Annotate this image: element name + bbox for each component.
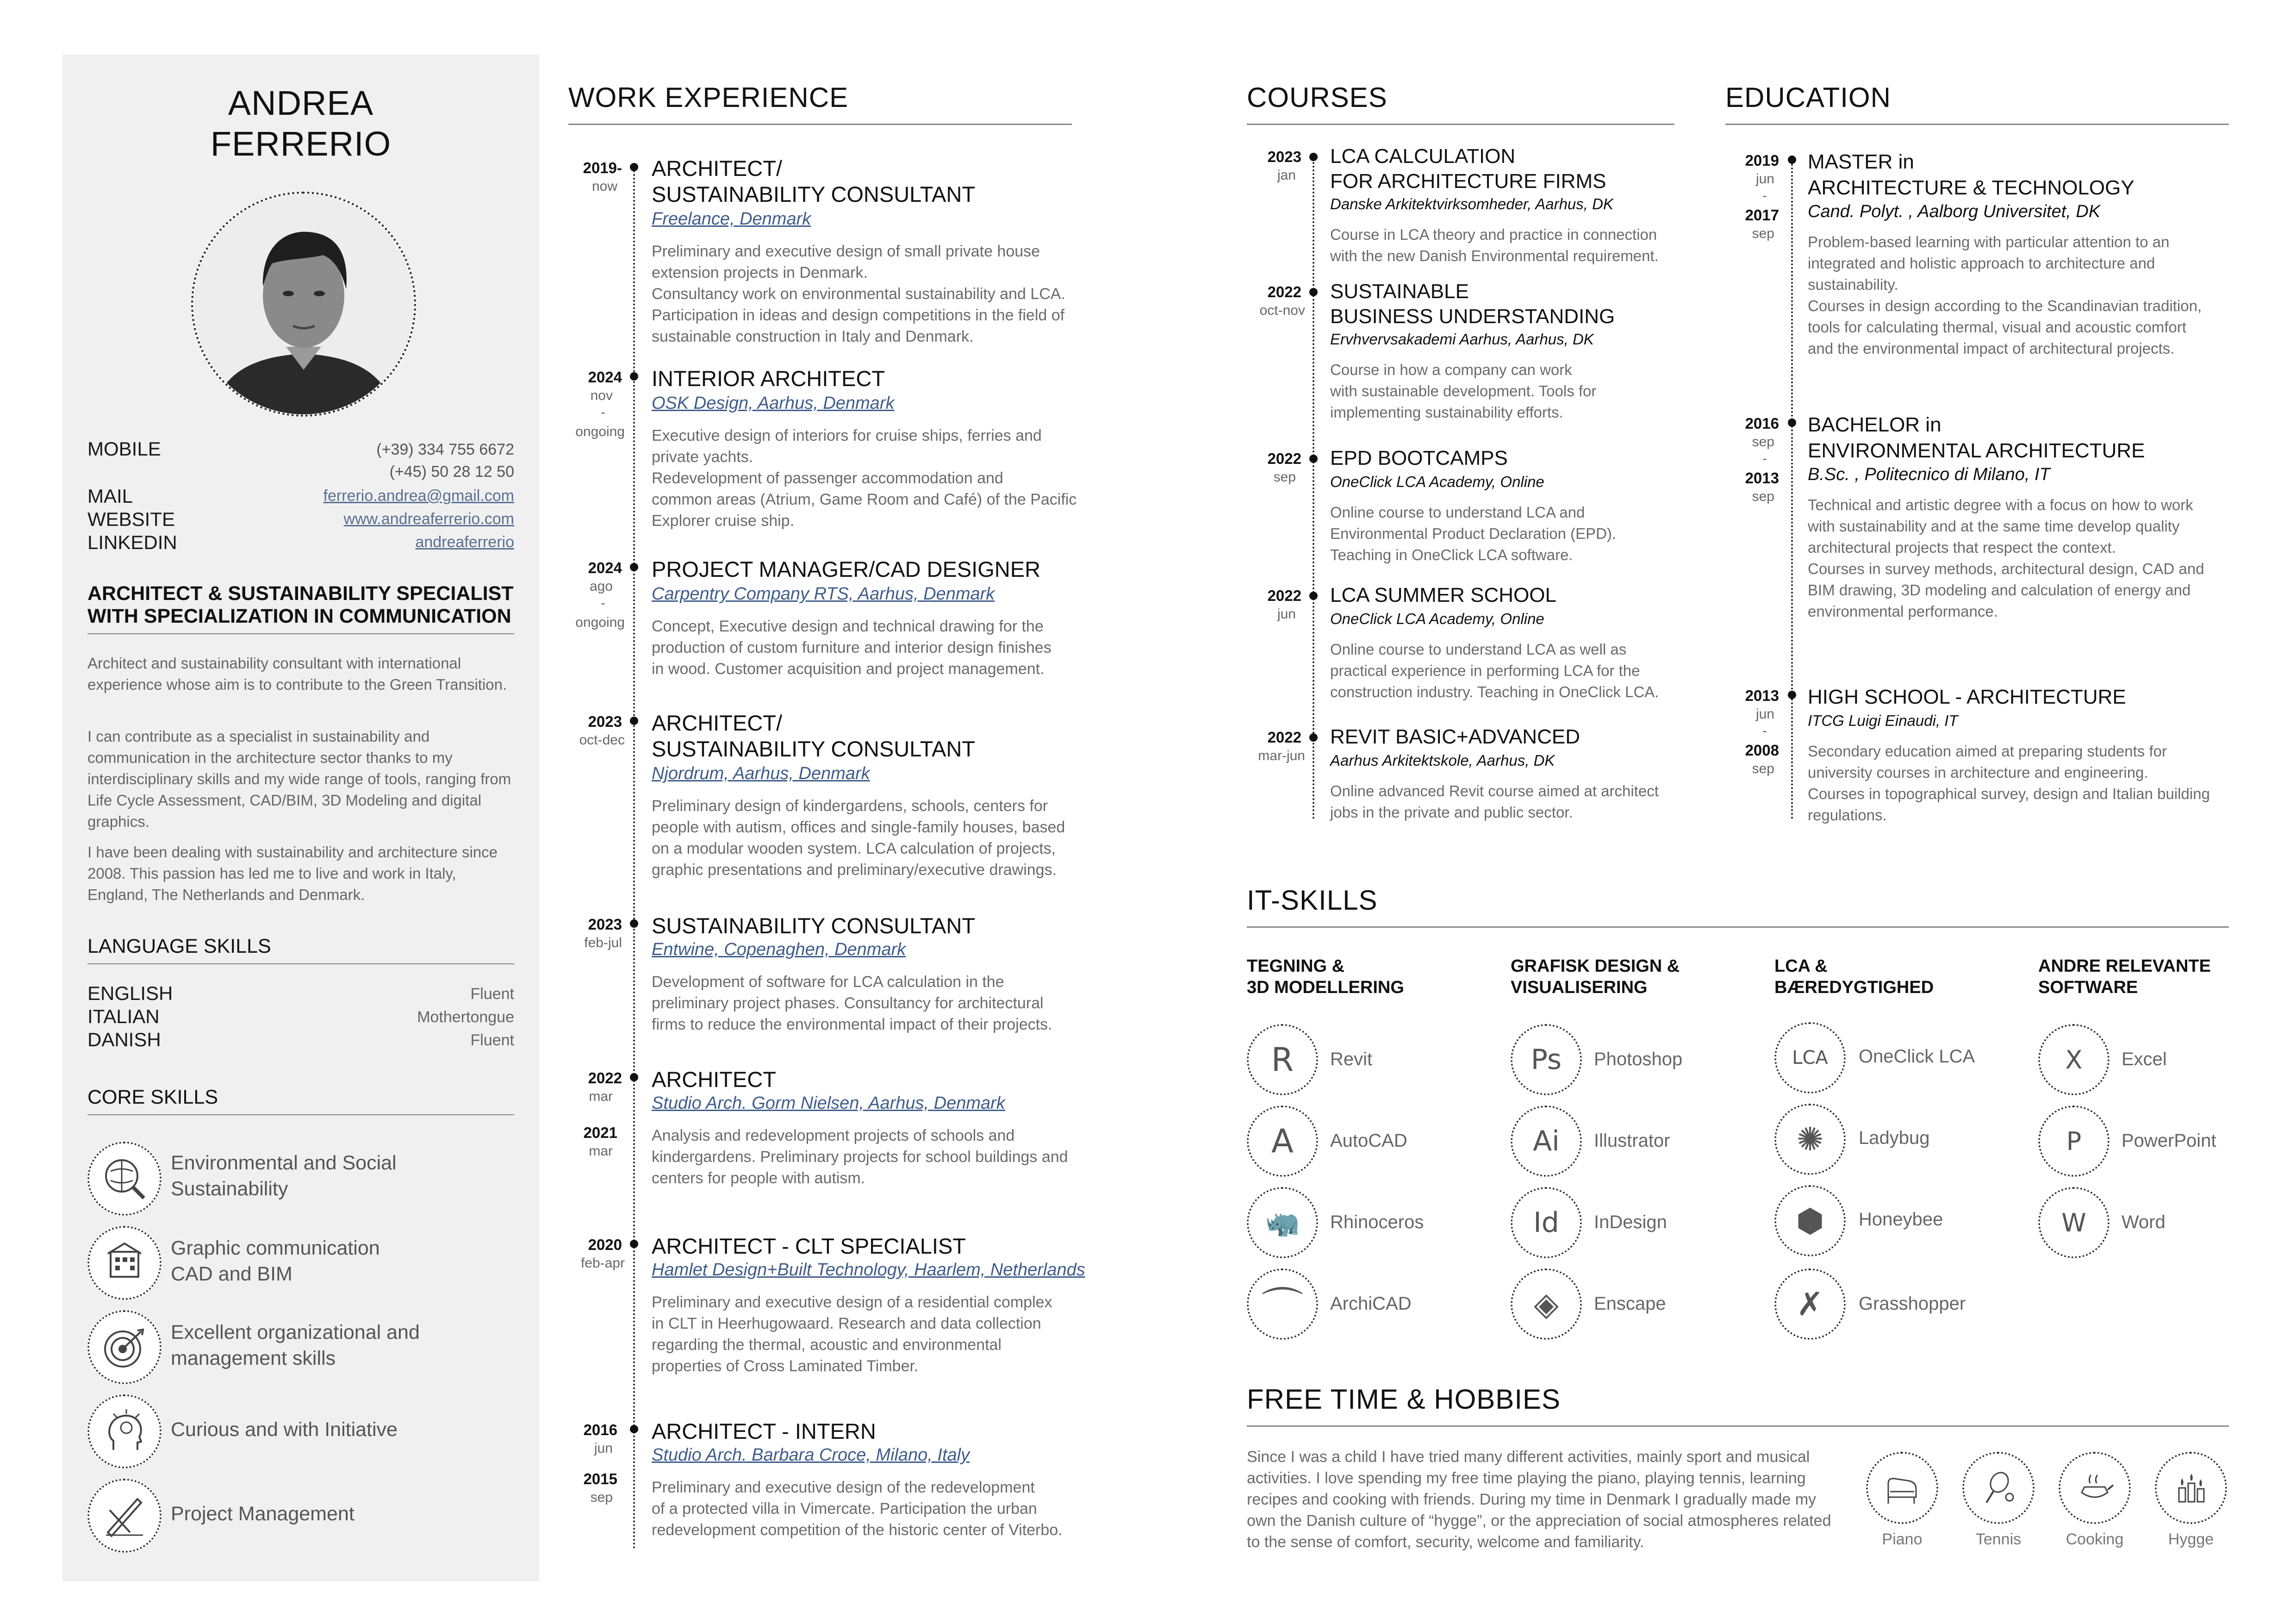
desc-line: of a protected villa in Vimercate. Participation the urban xyxy=(652,1500,1037,1518)
desc-line: Courses in survey methods, architectural design, CAD and xyxy=(1808,560,2204,577)
desc-line: implementing sustainability efforts. xyxy=(1330,404,1563,421)
job-description xyxy=(652,795,1087,881)
desc-line: with the new Danish Environmental requirement. xyxy=(1330,247,1659,264)
education-institution: ITCG Luigi Einaudi, IT xyxy=(1808,712,1958,729)
education-description xyxy=(1808,231,2234,359)
date-year: 2015 xyxy=(583,1470,617,1487)
date-month: jun xyxy=(1755,706,1774,722)
photoshop-icon: Ps xyxy=(1511,1024,1582,1095)
last-name: FERRERIO xyxy=(210,125,392,163)
hygge-icon xyxy=(2155,1452,2227,1524)
core-skill-line: Sustainability xyxy=(171,1178,288,1200)
language-name: ENGLISH xyxy=(87,982,173,1004)
date-year: 2019- xyxy=(583,159,622,176)
date-year: 2013 xyxy=(1745,687,1779,704)
ladybug-icon: ✺ xyxy=(1774,1104,1846,1175)
desc-line: Analysis and redevelopment projects of schools and xyxy=(652,1127,1015,1144)
it-tool-name: Word xyxy=(2122,1212,2165,1232)
job-title: SUSTAINABILITY CONSULTANT xyxy=(652,182,976,206)
course-organization: OneClick LCA Academy, Online xyxy=(1330,473,1544,490)
job-title: ARCHITECT/ xyxy=(652,156,782,181)
desc-line: Preliminary and executive design of a residential complex xyxy=(652,1293,1052,1311)
job-title: PROJECT MANAGER/CAD DESIGNER xyxy=(652,557,1041,581)
timeline-dot xyxy=(630,717,638,725)
it-tool-name: PowerPoint xyxy=(2122,1131,2216,1151)
profile-paragraph-3: I have been dealing with sustainability and architecture since 2008. This passion has led me to live and work in Italy, England, The Netherlands and Denmark. xyxy=(87,843,498,903)
date-month: jun xyxy=(1277,606,1296,622)
date-year: 2013 xyxy=(1745,469,1779,487)
desc-line: jobs in the private and public sector. xyxy=(1330,804,1573,821)
job-description xyxy=(652,616,1087,680)
desc-line: Online course to understand LCA and xyxy=(1330,504,1585,521)
course-title: FOR ARCHITECTURE FIRMS xyxy=(1330,170,1606,193)
date-month: ongoing xyxy=(575,615,625,630)
date-month: jun xyxy=(1755,171,1774,187)
hobbies-line: activities. I love spending my free time playing the piano, playing tennis, learning xyxy=(1247,1469,1806,1487)
timeline-dot xyxy=(1788,691,1796,699)
timeline-dot xyxy=(630,563,638,571)
date-year: 2023 xyxy=(588,916,622,933)
date-month: feb-apr xyxy=(580,1255,625,1271)
desc-line: regarding the thermal, acoustic and environmental xyxy=(652,1336,1002,1354)
desc-line: Consultancy work on environmental sustainability and LCA. xyxy=(652,285,1065,303)
date-year: 2022 xyxy=(1267,587,1301,604)
work-experience-heading: WORK EXPERIENCE xyxy=(568,81,1072,125)
it-tool-name: Illustrator xyxy=(1594,1131,1670,1151)
desc-line: Course in how a company can work xyxy=(1330,361,1572,378)
date-month: sep xyxy=(1752,489,1774,504)
it-category-line: LCA & xyxy=(1774,956,1828,976)
date-month: jun xyxy=(594,1441,613,1456)
desc-line: properties of Cross Laminated Timber. xyxy=(652,1357,919,1375)
desc-line: Preliminary and executive design of the redevelopment xyxy=(652,1479,1035,1496)
timeline-dot xyxy=(630,1425,638,1433)
it-tool-name: InDesign xyxy=(1594,1212,1667,1232)
company-link[interactable]: Entwine, Copenaghen, Denmark xyxy=(652,940,906,959)
desc-line: with sustainability and at the same time develop quality xyxy=(1808,518,2180,535)
desc-line: Online course to understand LCA as well as xyxy=(1330,641,1627,658)
desc-line: centers for people with autism. xyxy=(652,1169,865,1187)
hobbies-heading: FREE TIME & HOBBIES xyxy=(1247,1383,2229,1427)
core-skill-text xyxy=(171,1150,504,1202)
timeline-dot xyxy=(630,919,638,928)
core-skill-line: Project Management xyxy=(171,1503,355,1525)
it-tool-name: Grasshopper xyxy=(1859,1293,1966,1314)
powerpoint-icon: P xyxy=(2038,1106,2109,1177)
education-title: MASTER in xyxy=(1808,150,1914,173)
course-description xyxy=(1330,224,1682,267)
desc-line: Environmental Product Declaration (EPD). xyxy=(1330,525,1617,542)
date-month: ongoing xyxy=(575,424,625,439)
date-year: 2016 xyxy=(583,1421,617,1438)
education-title: ENVIRONMENTAL ARCHITECTURE xyxy=(1808,439,2145,462)
desc-line: sustainable construction in Italy and Denmark. xyxy=(652,328,974,345)
profile-heading-line-1: ARCHITECT & SUSTAINABILITY SPECIALIST xyxy=(87,582,514,605)
education-institution: Cand. Polyt. , Aalborg Universitet, DK xyxy=(1808,202,2101,221)
target-icon xyxy=(87,1310,162,1384)
desc-line: Courses in design according to the Scandinavian tradition, xyxy=(1808,297,2202,314)
date-year: 2023 xyxy=(588,713,622,730)
it-tool-name: Honeybee xyxy=(1859,1209,1943,1230)
desc-line: extension projects in Denmark. xyxy=(652,264,868,281)
job-title: ARCHITECT xyxy=(652,1067,776,1092)
mail-link[interactable]: ferrerio.andrea@gmail.com xyxy=(323,487,514,505)
it-category xyxy=(1774,956,1934,998)
it-tool-name: Revit xyxy=(1330,1049,1373,1069)
timeline-dot xyxy=(1788,418,1796,427)
company-link[interactable]: Freelance, Denmark xyxy=(652,209,811,229)
date-year: 2022 xyxy=(1267,283,1301,300)
hobby-label: Piano xyxy=(1882,1530,1923,1548)
it-category-line: 3D MODELLERING xyxy=(1247,978,1404,997)
education-institution: B.Sc. , Politecnico di Milano, IT xyxy=(1808,465,2050,484)
desc-line: Online advanced Revit course aimed at architect xyxy=(1330,782,1659,800)
course-organization: OneClick LCA Academy, Online xyxy=(1330,610,1544,627)
illustrator-icon: Ai xyxy=(1511,1106,1582,1177)
it-tool-name: Enscape xyxy=(1594,1293,1666,1314)
desc-line: and the environmental impact of architectural projects. xyxy=(1808,340,2175,357)
job-title: SUSTAINABILITY CONSULTANT xyxy=(652,913,976,938)
desc-line: Teaching in OneClick LCA software. xyxy=(1330,546,1573,563)
timeline-dot xyxy=(630,1240,638,1248)
desc-line: in wood. Customer acquisition and project management. xyxy=(652,660,1045,678)
language-name: DANISH xyxy=(87,1029,161,1050)
job-description xyxy=(652,241,1087,347)
date-separator: - xyxy=(1762,723,1767,738)
desc-line: architectural projects that respect the context. xyxy=(1808,539,2116,556)
date-year: 2024 xyxy=(588,369,622,386)
education-description xyxy=(1808,741,2234,826)
profile-heading-line-2: WITH SPECIALIZATION IN COMMUNICATION xyxy=(87,605,511,627)
company-link[interactable]: Studio Arch. Gorm Nielsen, Aarhus, Denmark xyxy=(652,1093,1005,1113)
date-year: 2019 xyxy=(1745,152,1779,169)
job-description xyxy=(652,425,1087,531)
core-skills-heading: CORE SKILLS xyxy=(87,1086,514,1115)
hobby-label: Tennis xyxy=(1975,1530,2022,1548)
idea-head-icon xyxy=(87,1394,162,1468)
date-month: nov xyxy=(590,388,613,403)
tennis-icon xyxy=(1962,1452,2035,1524)
education-title: ARCHITECTURE & TECHNOLOGY xyxy=(1808,176,2134,199)
desc-line: university courses in architecture and engineering. xyxy=(1808,764,2148,781)
date-year: 2020 xyxy=(588,1236,622,1253)
desc-line: private yachts. xyxy=(652,448,753,466)
it-tool-name: AutoCAD xyxy=(1330,1131,1407,1151)
course-organization: Ervhvervsakademi Aarhus, Aarhus, DK xyxy=(1330,331,1594,348)
date-year: 2021 xyxy=(583,1124,617,1141)
hobby-label: Cooking xyxy=(2066,1530,2124,1548)
desc-line: regulations. xyxy=(1808,806,1887,824)
job-title: INTERIOR ARCHITECT xyxy=(652,366,885,391)
it-category xyxy=(2038,956,2211,998)
linkedin-link[interactable]: andreaferrerio xyxy=(415,533,514,551)
course-organization: Aarhus Arkitektskole, Aarhus, DK xyxy=(1330,752,1555,769)
desc-line: firms to reduce the environmental impact of their projects. xyxy=(652,1016,1052,1033)
core-skill-line: Curious and with Initiative xyxy=(171,1418,398,1441)
core-skill-line: management skills xyxy=(171,1347,336,1369)
desc-line: Explorer cruise ship. xyxy=(652,512,795,530)
timeline-dot xyxy=(630,1073,638,1081)
date-year: 2024 xyxy=(588,559,622,576)
language-level: Mothertongue xyxy=(417,1008,514,1026)
mail-label: MAIL xyxy=(87,485,133,507)
desc-line: kindergardens. Preliminary projects for school buildings and xyxy=(652,1148,1068,1166)
job-title: ARCHITECT - INTERN xyxy=(652,1419,876,1443)
hobbies-line: recipes and cooking with friends. During my time in Denmark I gradually made my xyxy=(1247,1491,1817,1508)
timeline-dot xyxy=(630,163,638,171)
it-category-line: TEGNING & xyxy=(1247,956,1345,976)
it-category-line: ANDRE RELEVANTE xyxy=(2038,956,2211,976)
it-tool-name: Photoshop xyxy=(1594,1049,1683,1069)
it-tool-name: Excel xyxy=(2122,1049,2167,1069)
it-category-line: SOFTWARE xyxy=(2038,978,2138,997)
date-separator: - xyxy=(601,405,605,420)
it-category xyxy=(1511,956,1680,998)
indesign-icon: Id xyxy=(1511,1187,1582,1258)
date-separator: - xyxy=(1762,451,1767,466)
date-month: mar xyxy=(589,1143,613,1159)
job-description xyxy=(652,1292,1087,1377)
language-name: ITALIAN xyxy=(87,1006,160,1027)
globe-magnifier-icon xyxy=(87,1142,162,1216)
core-skill-line: CAD and BIM xyxy=(171,1263,292,1285)
course-description xyxy=(1330,502,1682,566)
education-description xyxy=(1808,494,2234,622)
company-link[interactable]: OSK Design, Aarhus, Denmark xyxy=(652,394,895,413)
company-link[interactable]: Hamlet Design+Built Technology, Haarlem, Netherlands xyxy=(652,1260,1085,1280)
job-title: ARCHITECT/ xyxy=(652,711,782,735)
date-month: mar xyxy=(589,1089,613,1104)
desc-line: common areas (Atrium, Game Room and Café) of the Pacific xyxy=(652,491,1077,508)
core-skill-text xyxy=(171,1235,504,1287)
desc-line: Preliminary and executive design of small private house xyxy=(652,243,1040,260)
course-title: REVIT BASIC+ADVANCED xyxy=(1330,725,1580,748)
date-year: 2008 xyxy=(1745,742,1779,759)
desc-line: construction industry. Teaching in OneClick LCA. xyxy=(1330,683,1659,700)
first-name: ANDREA xyxy=(228,84,374,122)
enscape-icon: ◈ xyxy=(1511,1268,1582,1340)
course-description xyxy=(1330,359,1682,423)
autocad-icon: A xyxy=(1247,1106,1318,1177)
courses-heading: COURSES xyxy=(1247,81,1674,125)
profile-photo xyxy=(191,192,416,417)
building-icon xyxy=(87,1226,162,1300)
education-title: BACHELOR in xyxy=(1808,413,1941,436)
timeline-dot xyxy=(1309,288,1318,296)
desc-line: Executive design of interiors for cruise ships, ferries and xyxy=(652,427,1042,444)
core-skill-text xyxy=(171,1417,504,1443)
it-category-line: VISUALISERING xyxy=(1511,978,1648,997)
mobile-number-1: (+39) 334 755 6672 xyxy=(376,441,514,458)
word-icon: W xyxy=(2038,1187,2109,1258)
excel-icon: X xyxy=(2038,1024,2109,1095)
desc-line: sustainability. xyxy=(1808,276,1898,293)
it-category-line: GRAFISK DESIGN & xyxy=(1511,956,1680,976)
desc-line: Secondary education aimed at preparing students for xyxy=(1808,743,2167,760)
desc-line: redevelopment competition of the historic center of Viterbo. xyxy=(652,1521,1063,1539)
timeline-dot xyxy=(1309,592,1318,600)
date-month: oct-dec xyxy=(579,732,625,748)
desc-line: Technical and artistic degree with a focus on how to work xyxy=(1808,496,2193,513)
timeline-dot xyxy=(1309,153,1318,161)
job-description xyxy=(652,1477,1087,1541)
date-separator: - xyxy=(601,595,605,611)
courses-timeline-line xyxy=(1313,155,1314,819)
linkedin-label: LINKEDIN xyxy=(87,531,177,553)
drafting-icon xyxy=(87,1479,162,1553)
date-month: jan xyxy=(1277,168,1296,183)
education-heading: EDUCATION xyxy=(1725,81,2229,125)
date-month: now xyxy=(591,179,617,194)
date-year: 2016 xyxy=(1745,415,1779,432)
profile-paragraph-1: Architect and sustainability consultant with international experience whose aim is to contribute to the Green Transition. xyxy=(87,655,507,693)
mobile-label: MOBILE xyxy=(87,438,161,460)
archicad-icon: ⌒ xyxy=(1247,1268,1318,1340)
date-month: oct-nov xyxy=(1259,303,1305,318)
core-skill-line: Environmental and Social xyxy=(171,1152,397,1174)
desc-line: with sustainable development. Tools for xyxy=(1330,382,1597,400)
language-level: Fluent xyxy=(470,1031,514,1049)
hobbies-line: own the Danish culture of “hygge”, or the appreciation of social atmospheres related xyxy=(1247,1512,1831,1530)
it-tool-name: OneClick LCA xyxy=(1859,1046,1975,1067)
date-month: sep xyxy=(590,1490,613,1505)
it-tool-name: Ladybug xyxy=(1859,1128,1930,1148)
job-title: ARCHITECT - CLT SPECIALIST xyxy=(652,1234,966,1258)
core-skill-line: Graphic communication xyxy=(171,1237,380,1259)
course-description xyxy=(1330,781,1682,823)
desc-line: in CLT in Heerhugowaard. Research and data collection xyxy=(652,1315,1041,1332)
timeline-dot xyxy=(1309,455,1318,463)
honeybee-icon: ⬢ xyxy=(1774,1185,1846,1256)
company-link[interactable]: Njordrum, Aarhus, Denmark xyxy=(652,764,870,783)
core-skill-text xyxy=(171,1319,504,1371)
company-link[interactable]: Studio Arch. Barbara Croce, Milano, Italy xyxy=(652,1445,970,1465)
core-skill-line: Excellent organizational and xyxy=(171,1321,420,1343)
course-description xyxy=(1330,639,1682,703)
desc-line: Courses in topographical survey, design and Italian building xyxy=(1808,785,2210,802)
sidebar xyxy=(62,55,539,1581)
desc-line: Problem-based learning with particular attention to an xyxy=(1808,233,2170,250)
date-month: sep xyxy=(1752,434,1774,450)
website-link[interactable]: www.andreaferrerio.com xyxy=(343,510,514,528)
core-skill-text xyxy=(171,1501,504,1527)
job-description xyxy=(652,1125,1087,1189)
course-title: SUSTAINABLE xyxy=(1330,280,1469,303)
course-title: EPD BOOTCAMPS xyxy=(1330,447,1508,469)
desc-line: people with autism, offices and single-family houses, based xyxy=(652,818,1065,836)
desc-line: graphic presentations and preliminary/executive drawings. xyxy=(652,861,1057,879)
website-label: WEBSITE xyxy=(87,508,175,530)
revit-icon: R xyxy=(1247,1024,1318,1095)
desc-line: BIM drawing, 3D modeling and calculation of energy and xyxy=(1808,581,2191,599)
course-title: LCA CALCULATION xyxy=(1330,145,1516,168)
profile-heading xyxy=(87,582,514,634)
date-year: 2022 xyxy=(1267,450,1301,467)
date-year: 2017 xyxy=(1745,206,1779,224)
hobbies-line: Since I was a child I have tried many different activities, mainly sport and musical xyxy=(1247,1448,1810,1466)
date-year: 2022 xyxy=(1267,729,1301,746)
desc-line: tools for calculating thermal, visual and acoustic comfort xyxy=(1808,319,2187,336)
date-month: sep xyxy=(1752,761,1774,776)
it-category-line: BÆREDYGTIGHED xyxy=(1774,978,1934,997)
desc-line: production of custom furniture and interior design finishes xyxy=(652,639,1052,656)
date-year: 2023 xyxy=(1267,148,1301,165)
course-title: LCA SUMMER SCHOOL xyxy=(1330,584,1556,606)
mobile-number-2: (+45) 50 28 12 50 xyxy=(389,463,514,481)
date-month: ago xyxy=(589,579,613,594)
profile-paragraph-2: I can contribute as a specialist in sustainability and communication in the architecture sector thanks to my interdisciplinary skills and my wide range of tools, ranging from Life Cycle Assessment, CAD/BIM, 3D Modeling and digital graphics. xyxy=(87,728,511,830)
date-month: mar-jun xyxy=(1258,748,1305,763)
desc-line: Preliminary design of kindergardens, schools, centers for xyxy=(652,797,1048,815)
course-organization: Danske Arkitektvirksomheder, Aarhus, DK xyxy=(1330,195,1613,212)
language-skills-heading: LANGUAGE SKILLS xyxy=(87,935,514,964)
rhinoceros-icon: 🦏 xyxy=(1247,1187,1318,1258)
date-month: sep xyxy=(1752,226,1774,241)
company-link[interactable]: Carpentry Company RTS, Aarhus, Denmark xyxy=(652,584,995,604)
date-separator: - xyxy=(1762,188,1767,203)
job-description xyxy=(652,971,1087,1035)
desc-line: practical experience in performing LCA for the xyxy=(1330,662,1640,679)
date-month: sep xyxy=(1273,469,1296,485)
timeline-dot xyxy=(1309,733,1318,742)
desc-line: Course in LCA theory and practice in connection xyxy=(1330,226,1657,243)
education-timeline-line xyxy=(1791,160,1793,819)
desc-line: on a modular wooden system. LCA calculation of projects, xyxy=(652,840,1056,857)
cooking-icon xyxy=(2059,1452,2131,1524)
desc-line: Development of software for LCA calculation in the xyxy=(652,973,1004,991)
desc-line: preliminary project phases. Consultancy for architectural xyxy=(652,994,1044,1012)
desc-line: Redevelopment of passenger accommodation and xyxy=(652,469,1003,487)
oneclick-lca-icon: LCA xyxy=(1774,1022,1846,1093)
desc-line: Concept, Executive design and technical drawing for the xyxy=(652,618,1044,635)
timeline-dot xyxy=(1788,156,1796,164)
language-level: Fluent xyxy=(470,985,514,1003)
hobbies-paragraph xyxy=(1247,1446,1858,1553)
it-tool-name: ArchiCAD xyxy=(1330,1293,1412,1314)
desc-line: environmental performance. xyxy=(1808,603,1998,620)
timeline-dot xyxy=(630,372,638,381)
course-title: BUSINESS UNDERSTANDING xyxy=(1330,305,1615,328)
it-skills-heading: IT-SKILLS xyxy=(1247,884,2229,928)
hobbies-line: to the sense of comfort, security, welcome and familiarity. xyxy=(1247,1533,1644,1551)
it-tool-name: Rhinoceros xyxy=(1330,1212,1424,1232)
grasshopper-icon: ✗ xyxy=(1774,1268,1846,1340)
desc-line: Participation in ideas and design competitions in the field of xyxy=(652,306,1065,324)
it-category xyxy=(1247,956,1404,998)
date-year: 2022 xyxy=(588,1069,622,1087)
education-title: HIGH SCHOOL - ARCHITECTURE xyxy=(1808,686,2126,708)
desc-line: integrated and holistic approach to architecture and xyxy=(1808,255,2155,272)
hobby-label: Hygge xyxy=(2168,1530,2214,1548)
date-month: feb-jul xyxy=(584,935,622,950)
piano-icon xyxy=(1866,1452,1938,1524)
job-title: SUSTAINABILITY CONSULTANT xyxy=(652,737,976,761)
